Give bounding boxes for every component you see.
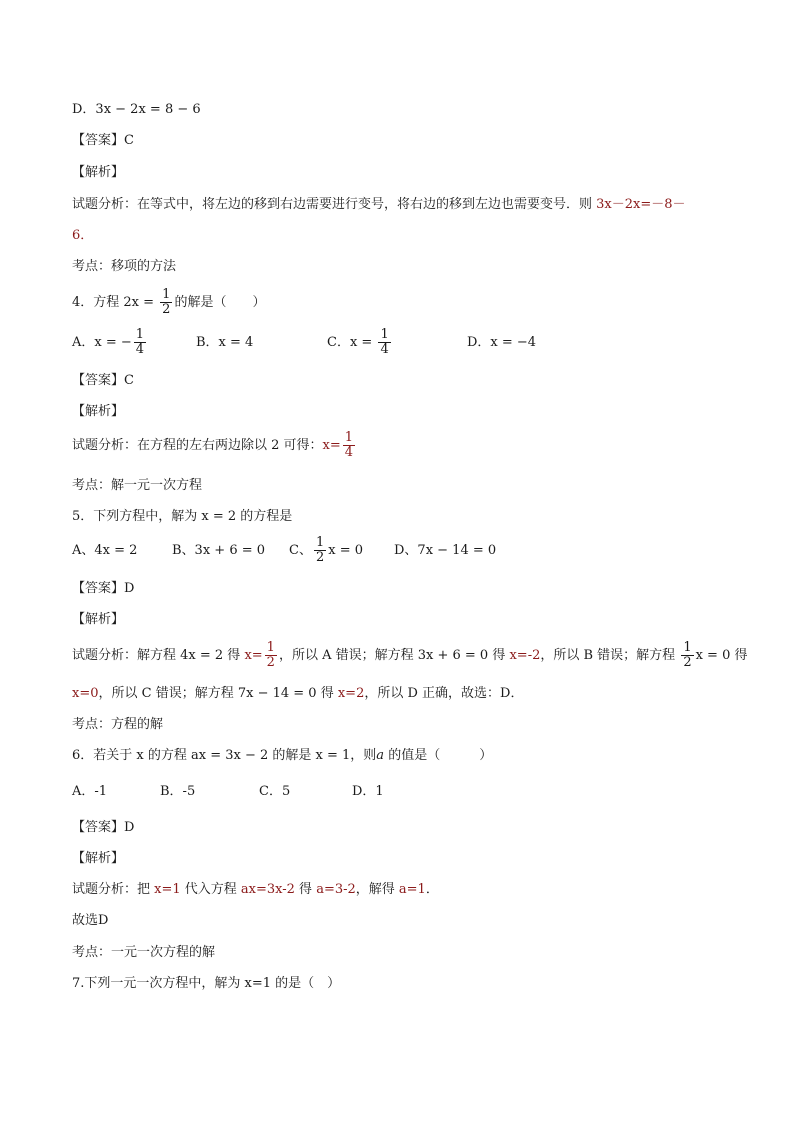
q5-option-c-numerator: 1 xyxy=(315,535,325,550)
q6-stem-variable: a xyxy=(376,748,385,763)
q3-analysis-line1 xyxy=(72,195,686,215)
q5-point: 考点：方程的解 xyxy=(72,717,164,732)
q5-option-b: B、3x + 6 = 0 xyxy=(172,543,266,558)
q4-analysis-text: 试题分析：在方程的左右两边除以 2 可得： xyxy=(72,438,323,453)
q6-analysis-text1: 试题分析：把 xyxy=(72,882,155,897)
q6-analysis-result: a=1 xyxy=(398,882,426,897)
q5-analysis-x: x= xyxy=(244,648,263,663)
q3-analysis-title: 【解析】 xyxy=(72,165,125,180)
q5-option-c xyxy=(289,534,363,568)
q6-option-d: D．1 xyxy=(352,784,384,799)
q5-analysis-text5: ，所以 C 错误；解方程 7x − 14 = 0 得 xyxy=(98,686,338,701)
q4-analysis-title: 【解析】 xyxy=(72,404,125,419)
q4-option-a-text: A．x = − xyxy=(72,335,132,350)
q5-analysis-line1 xyxy=(72,638,748,674)
q5-analysis-text1: 试题分析：解方程 4x = 2 得 xyxy=(72,648,245,663)
q4-option-a-denominator: 4 xyxy=(135,342,145,357)
q6-analysis-line xyxy=(72,880,439,900)
q5-option-c-fraction xyxy=(314,536,326,565)
q3-analysis-equation: 3x－2x=－8－ xyxy=(596,197,686,212)
q5-analysis-fraction1 xyxy=(265,641,277,670)
q6-option-c: C．5 xyxy=(259,784,291,799)
q4-stem-tail: 的解是（ ） xyxy=(174,295,266,310)
q6-analysis-text3: 得 xyxy=(294,882,317,897)
q5-option-d: D、7x − 14 = 0 xyxy=(394,543,497,558)
q4-option-a-numerator: 1 xyxy=(135,327,145,342)
q6-option-a: A．-1 xyxy=(72,784,108,799)
q4-option-a xyxy=(72,326,148,360)
q5-analysis-fraction2 xyxy=(681,641,693,670)
q4-stem-denominator: 2 xyxy=(162,302,171,317)
q5-analysis-numerator1: 1 xyxy=(266,640,275,655)
q4-stem-fraction xyxy=(160,288,172,317)
q5-analysis-text4: x = 0 得 xyxy=(695,648,748,663)
q5-analysis-result1: x=-2 xyxy=(509,648,541,663)
q5-stem: 5．下列方程中，解为 x = 2 的方程是 xyxy=(72,509,293,524)
q6-stem xyxy=(72,746,492,766)
q5-option-c-denominator: 2 xyxy=(315,550,325,565)
q6-analysis-equation: ax=3x-2 xyxy=(240,882,295,897)
q5-option-c-text: C、 xyxy=(289,543,312,558)
q6-analysis-step: a=3-2 xyxy=(316,882,356,897)
q3-analysis-text: 试题分析：在等式中，将左边的移到右边需要进行变号，将右边的移到左边也需要变号．则 xyxy=(72,197,597,212)
q5-analysis-text2: ，所以 A 错误；解方程 3x + 6 = 0 得 xyxy=(278,648,510,663)
q6-analysis-end: ． xyxy=(425,882,439,897)
q4-analysis-line xyxy=(72,428,357,464)
q4-stem-numerator: 1 xyxy=(162,287,171,302)
q3-point: 考点：移项的方法 xyxy=(72,259,177,274)
q4-analysis-fraction xyxy=(343,431,355,460)
q5-analysis-denominator1: 2 xyxy=(266,655,275,670)
q4-option-c-denominator: 4 xyxy=(380,342,389,357)
q5-analysis-text6: ，所以 D 正确，故选：D． xyxy=(364,686,524,701)
q4-option-d: D．x = −4 xyxy=(467,335,537,350)
q4-option-c-text: C．x = xyxy=(327,335,377,350)
q6-answer: 【答案】D xyxy=(72,820,135,835)
q4-stem xyxy=(72,286,265,320)
q7-stem: 7.下列一元一次方程中，解为 x=1 的是（ ） xyxy=(72,976,341,991)
q6-choice: 故选D xyxy=(72,913,109,928)
q5-analysis-result3: x=2 xyxy=(337,686,365,701)
q5-analysis-numerator2: 1 xyxy=(683,640,692,655)
q5-option-c-tail: x = 0 xyxy=(328,543,363,558)
q4-option-c-fraction xyxy=(378,328,390,357)
q5-option-a: A、4x = 2 xyxy=(72,543,138,558)
q3-answer: 【答案】C xyxy=(72,133,134,148)
q5-analysis-result2: x=0 xyxy=(72,686,99,701)
q4-stem-text: 4．方程 2x = xyxy=(72,295,159,310)
q4-option-c-numerator: 1 xyxy=(380,327,389,342)
q6-point: 考点：一元一次方程的解 xyxy=(72,945,216,960)
q6-analysis-x: x=1 xyxy=(154,882,181,897)
q4-analysis-x: x= xyxy=(322,438,341,453)
q5-analysis-title: 【解析】 xyxy=(72,612,125,627)
q4-analysis-denominator: 4 xyxy=(344,445,354,460)
q5-analysis-text3: ，所以 B 错误；解方程 xyxy=(540,648,680,663)
q3-analysis-line2: 6． xyxy=(72,228,94,243)
q6-stem-tail: 的值是（ ） xyxy=(384,748,493,763)
q6-analysis-text4: ，解得 xyxy=(355,882,399,897)
q4-point: 考点：解一元一次方程 xyxy=(72,478,203,493)
q4-option-c xyxy=(327,326,393,360)
q4-answer: 【答案】C xyxy=(72,373,134,388)
q6-analysis-text2: 代入方程 xyxy=(180,882,241,897)
q4-analysis-numerator: 1 xyxy=(344,430,354,445)
q5-answer: 【答案】D xyxy=(72,581,135,596)
q6-stem-text: 6．若关于 x 的方程 ax = 3x − 2 的解是 x = 1，则 xyxy=(72,748,377,763)
q4-option-b: B．x = 4 xyxy=(196,335,254,350)
q3-option-d: D．3x − 2x = 8 − 6 xyxy=(72,102,201,117)
q4-option-a-fraction xyxy=(134,328,146,357)
q6-option-b: B．-5 xyxy=(160,784,196,799)
q5-analysis-line2 xyxy=(72,684,523,704)
q6-analysis-title: 【解析】 xyxy=(72,851,125,866)
q5-analysis-denominator2: 2 xyxy=(683,655,692,670)
